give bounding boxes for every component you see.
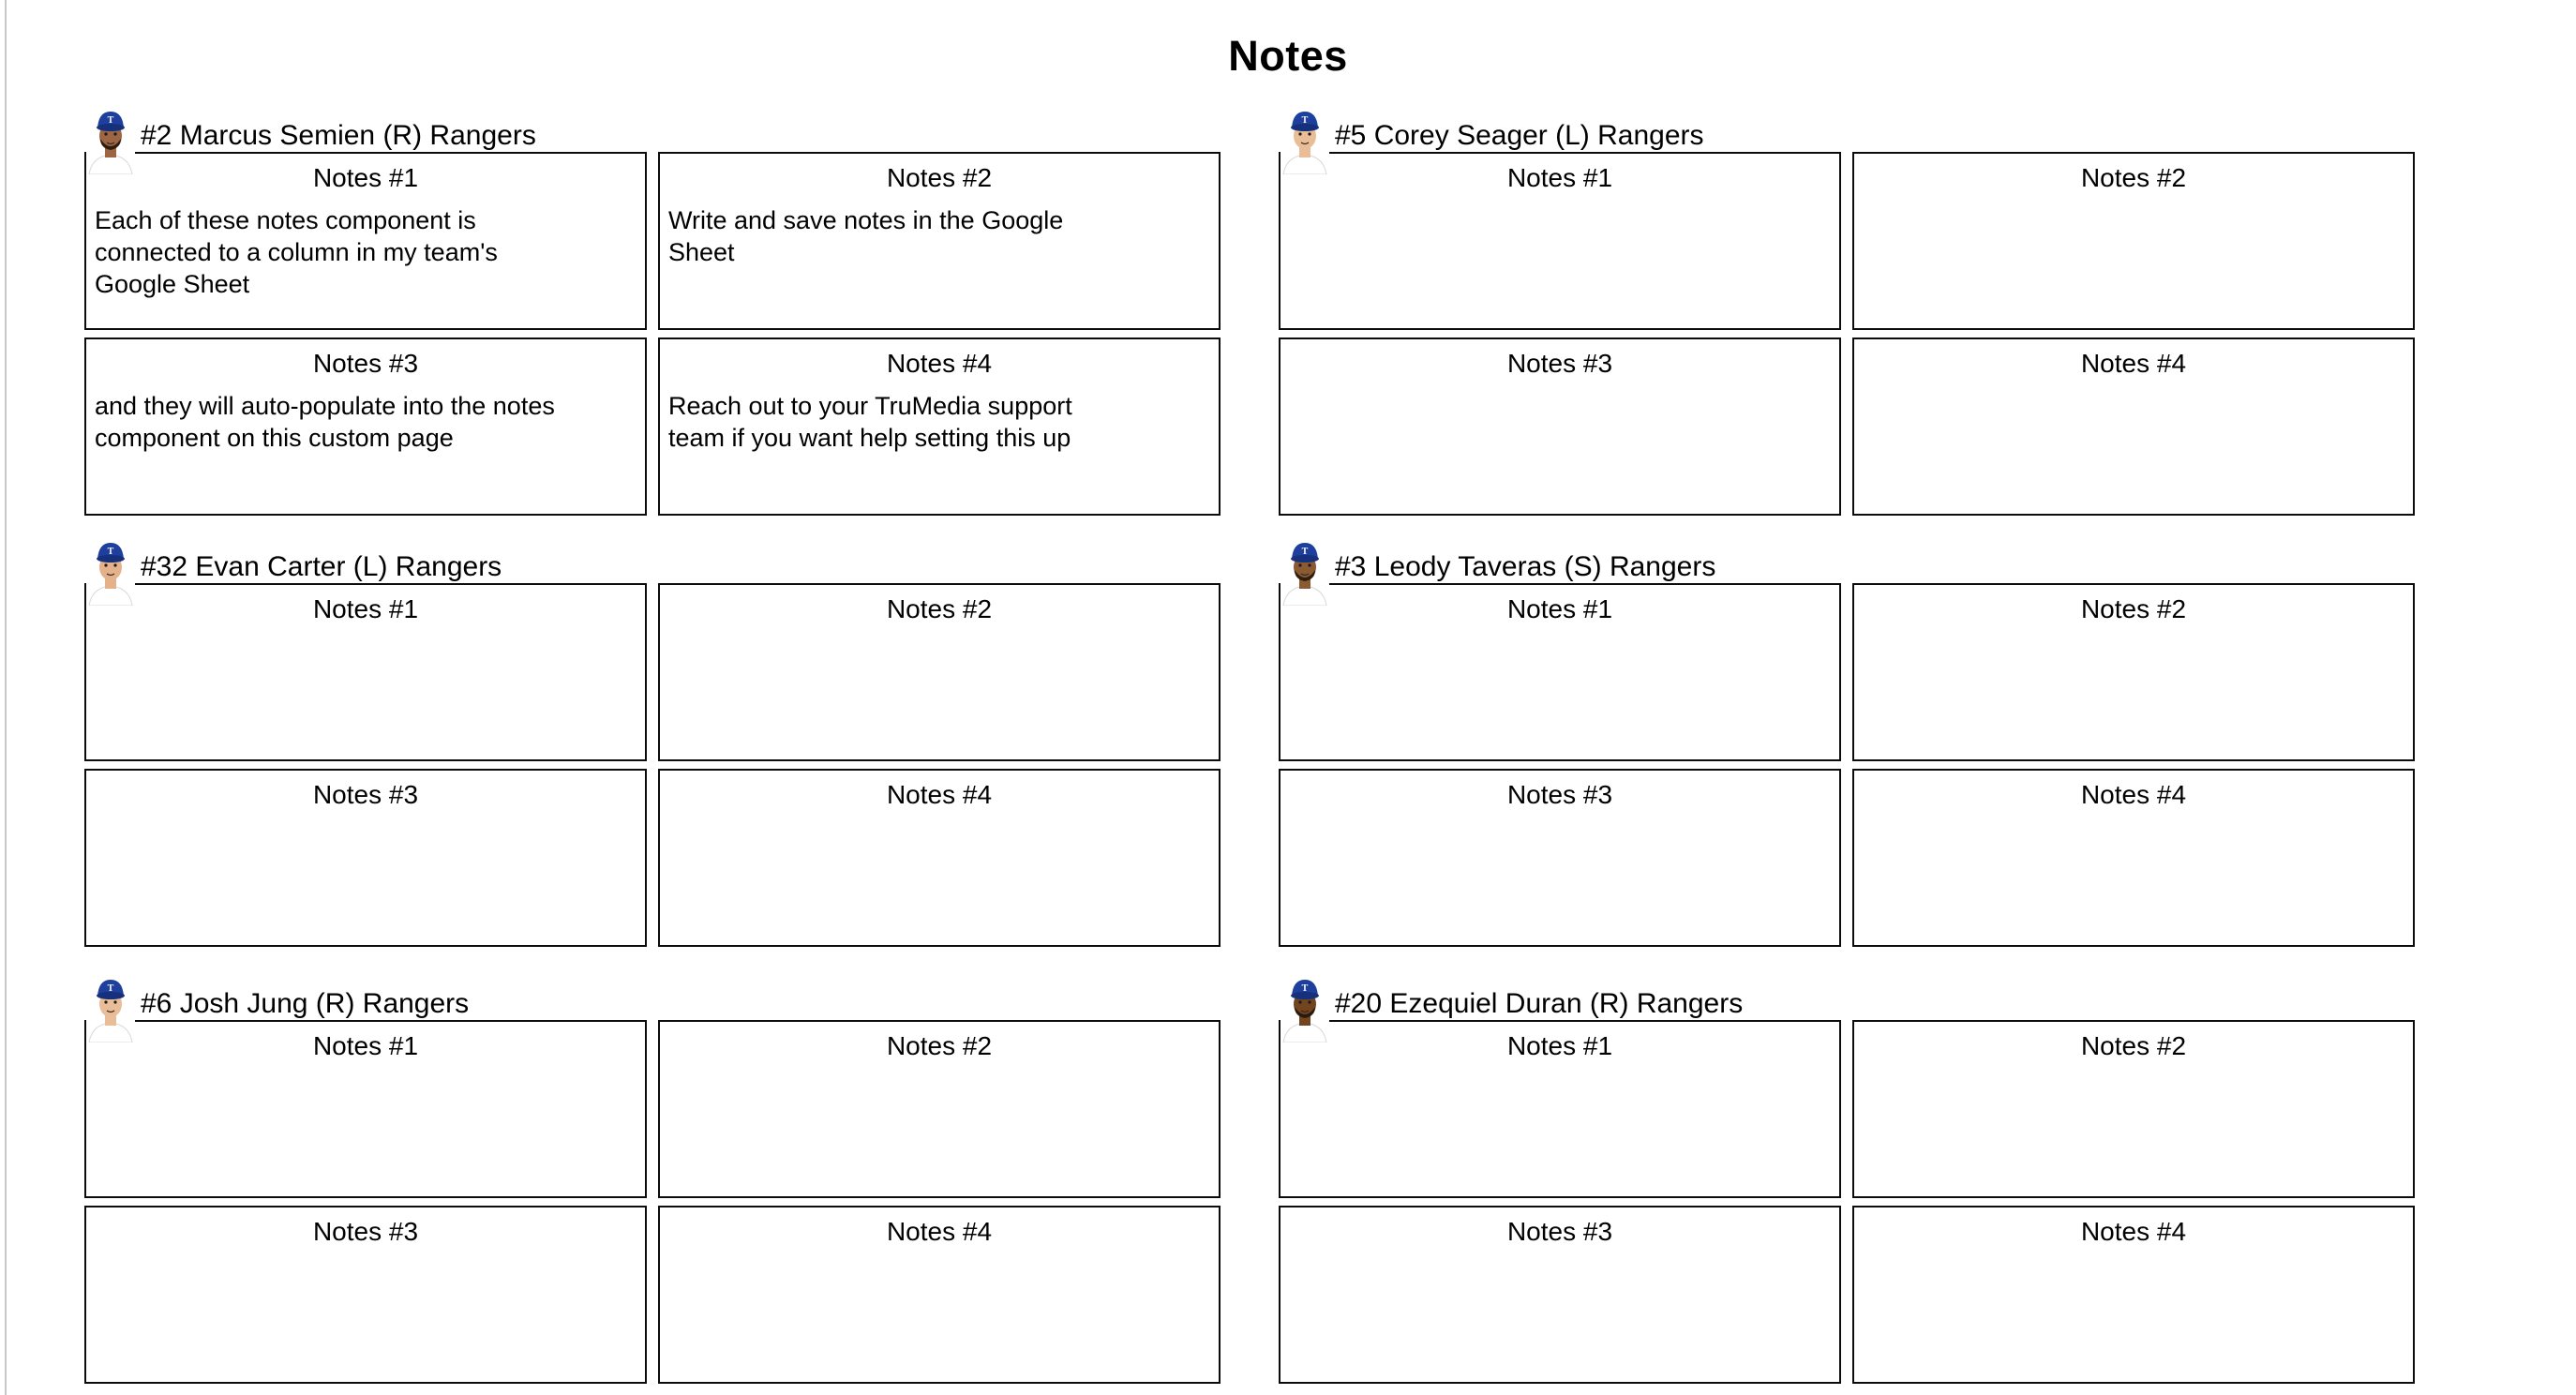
note-label: Notes #1 [312,163,419,192]
player-name-label: #32 Evan Carter (L) Rangers [141,551,502,582]
note-box [1852,1020,2415,1198]
player-header [1279,973,2415,1020]
player-avatar-icon [1281,536,1329,606]
note-label: Notes #2 [2080,594,2187,623]
note-box [84,583,647,761]
note-box [1279,152,1841,330]
player-name-label: #3 Leody Taveras (S) Rangers [1335,551,1716,582]
note-label: Notes #3 [312,349,419,378]
note-box [84,769,647,947]
note-label: Notes #4 [886,349,993,378]
note-box [1852,152,2415,330]
note-label: Notes #2 [2080,1031,2187,1060]
note-box [84,1020,647,1198]
player-name-label: #5 Corey Seager (L) Rangers [1335,120,1704,151]
note-label: Notes #2 [2080,163,2187,192]
player-header [1279,536,2415,583]
player-header [84,973,1221,1020]
svg-text:T: T [107,983,114,994]
player-name-label: #20 Ezequiel Duran (R) Rangers [1335,988,1744,1019]
note-box [1279,769,1841,947]
note-label: Notes #2 [886,163,993,192]
note-label: Notes #4 [2080,780,2187,809]
note-label: Notes #4 [886,1217,993,1246]
note-box [84,338,647,516]
note-box [658,769,1221,947]
player-name-label: #2 Marcus Semien (R) Rangers [141,120,536,151]
player-section [84,536,1221,947]
player-avatar-icon [86,536,135,606]
note-content: Each of these notes component is connected to a column in my team's Google Sheet [95,206,498,298]
note-box [1852,769,2415,947]
note-box [658,338,1221,516]
note-box [1279,338,1841,516]
note-label: Notes #1 [1506,594,1613,623]
note-label: Notes #4 [2080,349,2187,378]
note-box [1852,583,2415,761]
note-box [84,152,647,330]
note-label: Notes #1 [1506,163,1613,192]
player-name-label: #6 Josh Jung (R) Rangers [141,988,470,1019]
player-section [84,973,1221,1384]
notes-grid [84,152,1221,516]
note-label: Notes #2 [886,594,993,623]
svg-text:T: T [1301,547,1309,557]
player-avatar-icon [86,105,135,174]
svg-text:T: T [107,547,114,557]
note-box [84,1206,647,1384]
note-box [658,1206,1221,1384]
player-avatar-icon [1281,973,1329,1042]
player-header [1279,105,2415,152]
player-header [84,105,1221,152]
page-edge-divider [5,0,7,1395]
note-label: Notes #1 [312,594,419,623]
note-label: Notes #4 [886,780,993,809]
note-label: Notes #4 [2080,1217,2187,1246]
note-label: Notes #3 [1506,780,1613,809]
note-box [1279,1020,1841,1198]
note-label: Notes #3 [312,780,419,809]
notes-grid [1279,583,2415,947]
notes-grid [1279,152,2415,516]
note-box [1852,338,2415,516]
player-section [1279,973,2415,1384]
note-content: Write and save notes in the Google Sheet [668,206,1064,266]
notes-grid [1279,1020,2415,1384]
note-label: Notes #3 [1506,1217,1613,1246]
player-section [84,105,1221,516]
note-content: and they will auto-populate into the notes component on this custom page [95,392,555,452]
notes-grid [84,1020,1221,1384]
note-label: Notes #3 [312,1217,419,1246]
svg-text:T: T [1301,983,1309,994]
note-label: Notes #1 [1506,1031,1613,1060]
note-label: Notes #1 [312,1031,419,1060]
player-section [1279,536,2415,947]
note-label: Notes #2 [886,1031,993,1060]
note-box [1852,1206,2415,1384]
page-title: Notes [1228,32,1348,80]
svg-text:T: T [107,115,114,126]
note-box [658,1020,1221,1198]
player-avatar-icon [1281,105,1329,174]
note-box [658,583,1221,761]
player-section [1279,105,2415,516]
note-label: Notes #3 [1506,349,1613,378]
note-box [1279,1206,1841,1384]
player-avatar-icon [86,973,135,1042]
player-header [84,536,1221,583]
note-box [658,152,1221,330]
notes-grid [84,583,1221,947]
note-box [1279,583,1841,761]
svg-text:T: T [1301,115,1309,126]
note-content: Reach out to your TruMedia support team if you want help setting this up [668,392,1072,452]
